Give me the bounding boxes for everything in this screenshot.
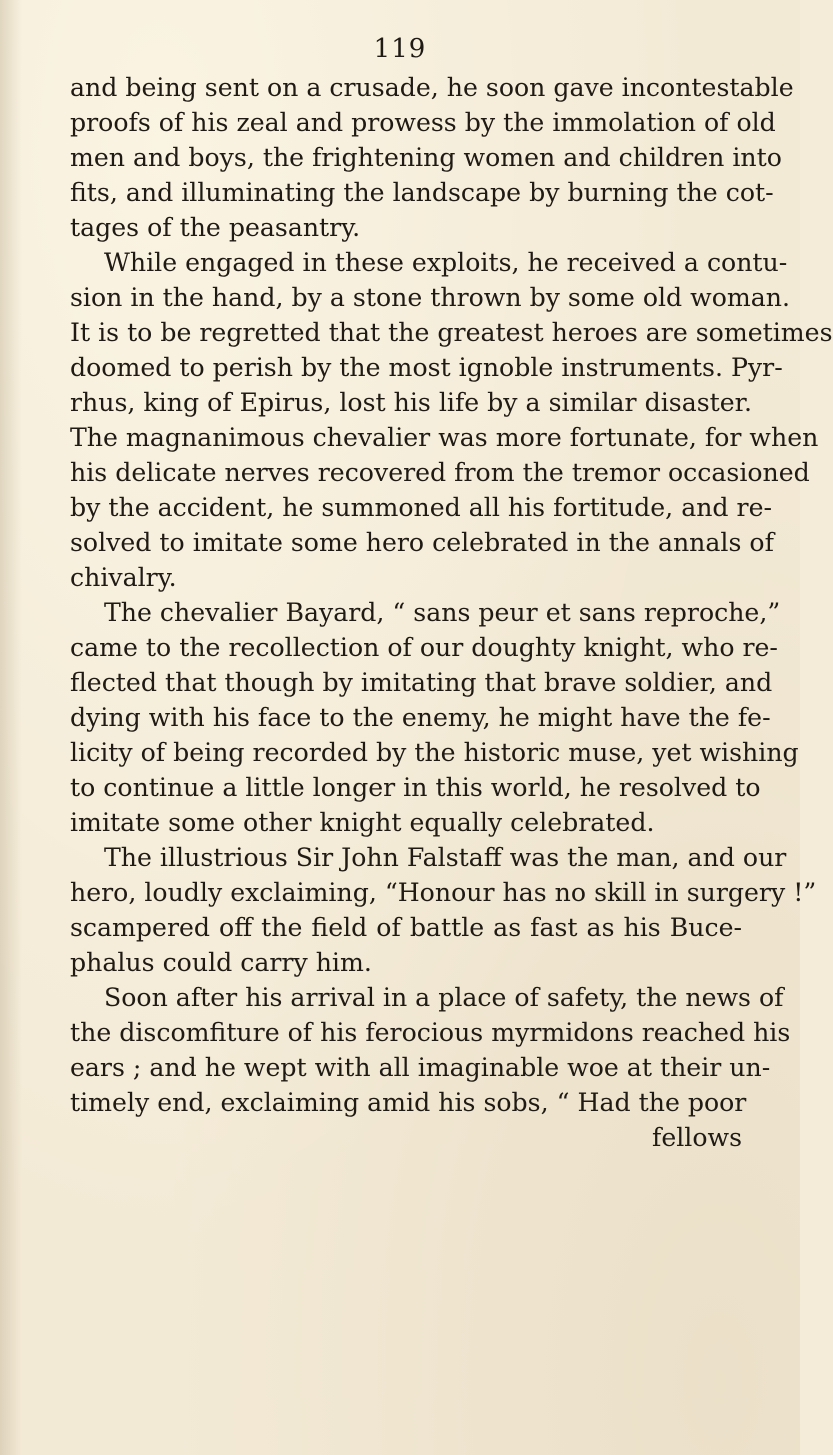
text-line: doomed to perish by the most ignoble instruments. Pyr-: [70, 353, 783, 382]
body-text: [70, 70, 833, 1155]
text-line: The illustrious Sir John Falstaff was the man, and our: [104, 843, 787, 872]
text-line: rhus, king of Epirus, lost his life by a similar disaster.: [70, 388, 752, 417]
text-line: hero, loudly exclaiming, “Honour has no skill in surgery !”: [70, 878, 817, 907]
catchword: fellows: [652, 1123, 742, 1152]
text-line: licity of being recorded by the historic muse, yet wishing: [70, 738, 799, 767]
text-line: ears ; and he wept with all imaginable woe at their un-: [70, 1053, 771, 1082]
text-line: It is to be regretted that the greatest heroes are sometimes: [70, 318, 833, 347]
text-line: flected that though by imitating that brave soldier, and: [70, 668, 773, 697]
binding-gutter: [0, 0, 22, 1455]
text-line: The magnanimous chevalier was more fortunate, for when: [70, 423, 819, 452]
text-line: men and boys, the frightening women and children into: [70, 143, 782, 172]
text-line: chivalry.: [70, 563, 177, 592]
text-line: his delicate nerves recovered from the tremor occasioned: [70, 458, 810, 487]
text-line: imitate some other knight equally celebrated.: [70, 808, 655, 837]
text-line: and being sent on a crusade, he soon gave incontestable: [70, 73, 794, 102]
text-line: Soon after his arrival in a place of safety, the news of: [104, 983, 784, 1012]
text-line: the discomfiture of his ferocious myrmidons reached his: [70, 1018, 791, 1047]
text-line: The chevalier Bayard, “ sans peur et sans reproche,”: [104, 598, 781, 627]
text-line: solved to imitate some hero celebrated in the annals of: [70, 528, 774, 557]
text-line: sion in the hand, by a stone thrown by some old woman.: [70, 283, 791, 312]
text-line: timely end, exclaiming amid his sobs, “ Had the poor: [70, 1088, 747, 1117]
text-line: phalus could carry him.: [70, 948, 372, 977]
text-line: came to the recollection of our doughty knight, who re-: [70, 633, 778, 662]
text-line: proofs of his zeal and prowess by the immolation of old: [70, 108, 776, 137]
text-line: tages of the peasantry.: [70, 213, 361, 242]
text-line: to continue a little longer in this world, he resolved to: [70, 773, 761, 802]
text-line: fits, and illuminating the landscape by burning the cot-: [70, 178, 774, 207]
text-line: dying with his face to the enemy, he might have the fe-: [70, 703, 771, 732]
text-line: scampered off the field of battle as fast as his Buce-: [70, 913, 742, 942]
text-line: While engaged in these exploits, he received a contu-: [104, 248, 788, 277]
text-line: by the accident, he summoned all his fortitude, and re-: [70, 493, 773, 522]
page-number: 119: [373, 34, 427, 64]
